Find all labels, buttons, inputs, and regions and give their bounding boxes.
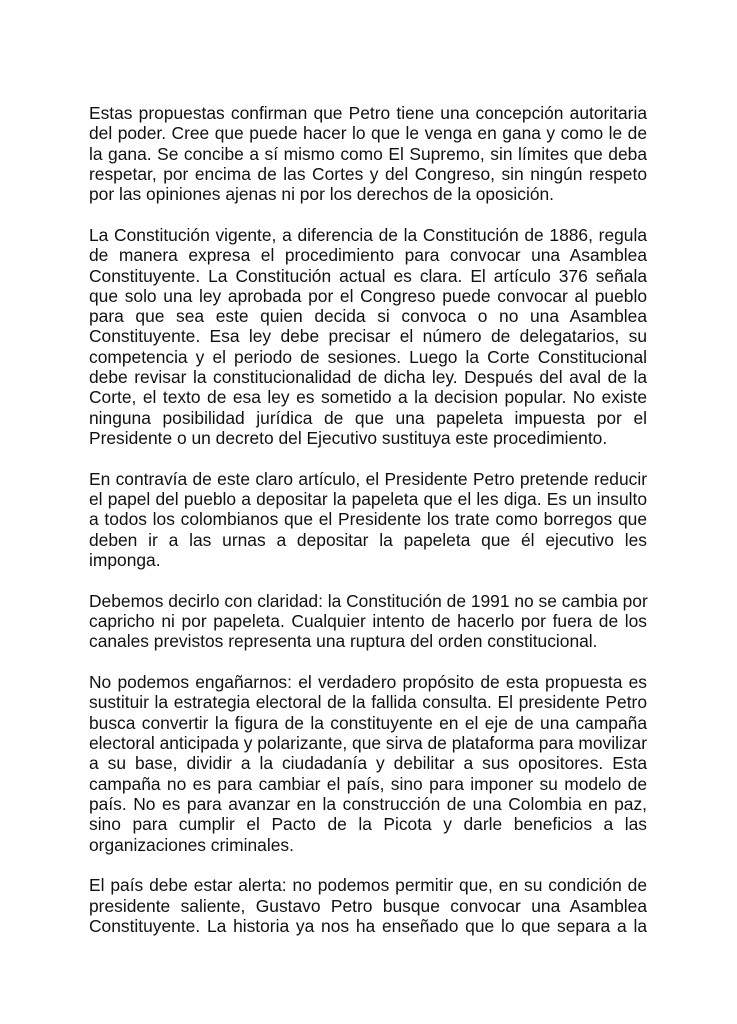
text-line: que solo una ley aprobada por el Congreso puede convocar al pueblo	[89, 285, 647, 306]
text-line: imponga.	[89, 549, 161, 570]
text-line: No podemos engañarnos: el verdadero propósito de esta propuesta es	[89, 672, 647, 693]
text-line: para que sea este quien decida si convoca o no una Asamblea	[89, 306, 647, 327]
text-line: deben ir a las urnas a depositar la papeleta que él ejecutivo les	[89, 529, 647, 550]
text-line: debe revisar la constitucionalidad de dicha ley. Después del aval de la	[89, 367, 647, 388]
text-line: canales previstos representa una ruptura del orden constitucional.	[89, 631, 598, 652]
text-line: electoral anticipada y polarizante, que sirva de plataforma para movilizar	[89, 733, 647, 754]
text-line: a su base, dividir a la ciudadanía y debilitar a sus opositores. Esta	[89, 753, 647, 774]
text-line: campaña no es para cambiar el país, sino para imponer su modelo de	[89, 773, 647, 794]
text-line: de manera expresa el procedimiento para convocar una Asamblea	[89, 245, 647, 266]
paragraph-2	[89, 225, 647, 448]
text-line: ninguna posibilidad jurídica de que una papeleta impuesta por el	[89, 407, 647, 428]
text-line: sino para cumplir el Pacto de la Picota y darle beneficios a las	[89, 814, 647, 835]
text-line: El país debe estar alerta: no podemos permitir que, en su condición de	[89, 875, 647, 896]
text-line: busca convertir la figura de la constituyente en el eje de una campaña	[89, 712, 647, 733]
text-line: En contravía de este claro artículo, el Presidente Petro pretende reducir	[89, 468, 647, 489]
paragraph-1	[89, 103, 647, 204]
text-line: por las opiniones ajenas ni por los derechos de la oposición.	[89, 184, 555, 205]
paragraph-4	[89, 591, 647, 652]
text-line: país. No es para avanzar en la construcción de una Colombia en paz,	[89, 793, 647, 814]
text-line: sustituir la estrategia electoral de la fallida consulta. El presidente Petro	[89, 692, 647, 713]
text-line: Corte, el texto de esa ley es sometido a la decision popular. No existe	[89, 387, 647, 408]
text-line: respetar, por encima de las Cortes y del Congreso, sin ningún respeto	[89, 163, 647, 184]
text-line: Debemos decirlo con claridad: la Constitución de 1991 no se cambia por	[89, 590, 648, 611]
text-line: Constituyente. Esa ley debe precisar el número de delegatarios, su	[89, 326, 647, 347]
text-line: Estas propuestas confirman que Petro tiene una concepción autoritaria	[89, 103, 647, 123]
text-line: Constituyente. La Constitución actual es clara. El artículo 376 señala	[89, 265, 647, 286]
text-line: del poder. Cree que puede hacer lo que le venga en gana y como le de	[89, 123, 647, 144]
document-body	[89, 103, 647, 957]
text-line: la gana. Se concibe a sí mismo como El Supremo, sin límites que deba	[89, 143, 647, 164]
text-line: La Constitución vigente, a diferencia de la Constitución de 1886, regula	[89, 224, 647, 245]
text-line: organizaciones criminales.	[89, 834, 294, 855]
text-line: a todos los colombianos que el Presidente los trate como borregos que	[89, 509, 647, 530]
text-line: capricho ni por papeleta. Cualquier intento de hacerlo por fuera de los	[89, 611, 647, 632]
text-line: competencia y el periodo de sesiones. Luego la Corte Constitucional	[89, 346, 647, 367]
text-line: Constituyente. La historia ya nos ha enseñado que lo que separa a la	[89, 915, 647, 936]
text-line: el papel del pueblo a depositar la papeleta que el les diga. Es un insulto	[89, 489, 647, 510]
paragraph-5	[89, 672, 647, 855]
text-line: Presidente o un decreto del Ejecutivo sustituya este procedimiento.	[89, 427, 608, 448]
paragraph-3	[89, 469, 647, 570]
text-line: presidente saliente, Gustavo Petro busque convocar una Asamblea	[89, 895, 647, 916]
paragraph-6	[89, 875, 647, 936]
